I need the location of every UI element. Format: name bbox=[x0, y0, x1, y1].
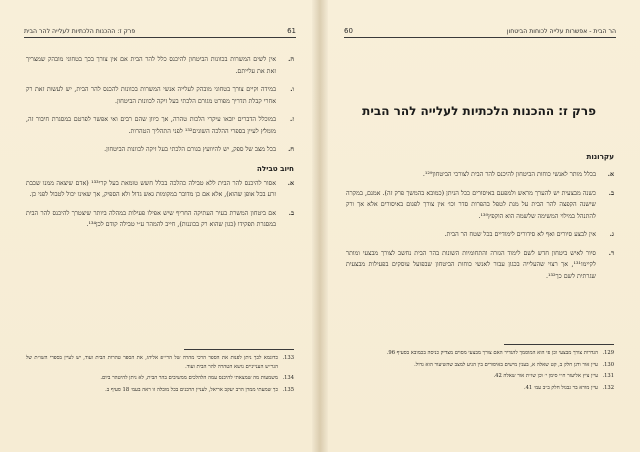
footnote-text: כך שמעתי ממרן הרב יעקב אריאל, לעניין הרבנים בכל מובלה זו ראה בעמ׳ 18 סעיף ב. bbox=[105, 386, 278, 393]
footnote-number: 134. bbox=[282, 375, 294, 382]
item-letter: ח. bbox=[288, 146, 294, 153]
footnote-rule bbox=[184, 349, 294, 350]
item-letter: ב. bbox=[608, 189, 614, 197]
footnote bbox=[26, 374, 294, 383]
footnote-text: עיין ציץ אליעזר ח״י סימן י׳ וכן שו״ת אור שאלה 42. bbox=[493, 373, 598, 380]
right-footnotes bbox=[346, 349, 614, 395]
item-text: כשנה מבצעית יש להערך מראש ולמפעם באיסורים ככל הניתן (כמובא בהמשך פרק זה). אמנם, במקרה שישנה הקפצה להר הבית על מנת לטפל בהפרות סדר וכו׳ אין צורך לפגום באיסורים אלא אך ורק להתנהל במילוי המשימה שלשמה הוא הוקפץ¹³⁰. bbox=[346, 189, 596, 220]
chapter-title: פרק ז: ההכנות הלכתיות לעלייה להר הבית bbox=[362, 104, 596, 118]
list-item bbox=[26, 208, 294, 231]
item-letter: ג. bbox=[609, 231, 614, 238]
right-page-header bbox=[344, 22, 616, 38]
item-text: אם ביטחון המשרת בעיר העתיקה החריף שיש אפילו פעילות במהלה ביותר שיצטרך להיכנס להר הבית במסגרת תפקידו (כגון שהוא רק בכוננות), חייב להמהר ע״י טבילה קודם לכן¹³⁴. bbox=[26, 209, 276, 228]
footnote bbox=[346, 349, 614, 358]
footnote bbox=[346, 361, 614, 370]
left-page-number: 61 bbox=[287, 27, 296, 35]
list-item bbox=[26, 54, 294, 77]
list-item bbox=[346, 248, 614, 283]
footnote bbox=[26, 354, 294, 371]
item-letter: ב. bbox=[288, 209, 294, 217]
footnote-text: הגדרות צורך מבצעי וכן פי הוא המוסמך להגדיר האם צורך מבצעי מסוים מצדיק כניסה בכמובא בסעיף 96. bbox=[386, 350, 598, 356]
item-letter: א. bbox=[607, 171, 614, 178]
item-text: במוכלל הדברים יובאו עיקרי הלכות טהרה, אך כיוון שהם רבים ואי אפשר לפרטם במסגרת חיבור זה, מומלץ לעיין בספרי ההלכה השונים¹³² לפני התהליך הטהרות. bbox=[26, 116, 276, 135]
footnote-number: 131. bbox=[602, 373, 614, 380]
item-letter: ה. bbox=[288, 56, 294, 63]
footnote-text: כדוגמא לכך ניתן לפנות את הספר הרכי מהרה של הרי״פ אליהו, את הספר טהרות הבית ועוד, יש לעיין בספרי השו״ת של הגר״ש הענייניים נושא הטהרה להר הבית ועוד. bbox=[26, 355, 278, 370]
list-item bbox=[346, 188, 614, 223]
item-text: בכלל מותר לאנשי כוחות הביטחון להיכנס להר הבית לצורכי הביטחון¹²⁹. bbox=[422, 171, 596, 178]
footnote-rule bbox=[504, 344, 614, 345]
section-title: עקרונות bbox=[586, 152, 614, 161]
footnote-text: משמעות מה שמצאתי להיכנס עמה הלהלכים ממשיבים בהר הבית, לא ניתן להיטהר ביום. bbox=[100, 375, 278, 382]
item-text: במידה וקיים צורך בטחוני מובהק לעלייה אנשי המשרות בכוונות להכנס להר הבית, יש לעשות זאת רק אחרי קבלת תדריך מפורט מגורם הלכתי בעל זיקה לכוונות הביטחון. bbox=[26, 86, 276, 105]
right-running-head: הר הבית - אפשרות עלייה לכוחות הביטחון bbox=[506, 28, 616, 35]
footnote-number: 130. bbox=[602, 361, 614, 368]
left-page-header bbox=[24, 22, 296, 38]
item-text: אסור להיכנס להר הבית ללא טבילה כהלכה בכלל חשש טומאת בעל קרי¹³³ (אדם שיצאה ממנו שכבת זרע בכל אופן שהוא), אלא אם כן מדובר במקומות גאש גדול ולא הספיק, אך שאינו יכול לטבול לפני כן. bbox=[26, 179, 276, 198]
item-letter: ד. bbox=[608, 249, 614, 257]
item-text: אין לשים המשרות בכוונות הביטחון להיכנס כלל להר הבית אם אין צורך בכך בטחוני מובהק שמצריך זאת את עלייתם. bbox=[26, 56, 276, 75]
list-item bbox=[26, 114, 294, 137]
section-title: חיוב טבילה bbox=[256, 163, 294, 173]
footnote-text: עיין מורא בר גבגול חלק ב״ב עמ׳ 41. bbox=[523, 384, 598, 391]
right-page bbox=[320, 0, 640, 452]
left-footnotes bbox=[26, 354, 294, 397]
footnote-number: 129. bbox=[602, 350, 614, 356]
item-letter: א. bbox=[287, 179, 294, 187]
footnote bbox=[346, 384, 614, 393]
footnote-number: 135. bbox=[282, 386, 294, 393]
left-body bbox=[26, 54, 294, 238]
item-text: אין לבצע סיורים ואף לא סידורים לימודיים בכל שטח הר הבית. bbox=[444, 231, 596, 238]
right-page-number: 60 bbox=[344, 27, 353, 35]
list-item bbox=[26, 178, 294, 201]
list-item bbox=[346, 169, 614, 181]
footnote bbox=[26, 386, 294, 395]
footnote-text: עיין אור ודגן חלק ב, קט שאלה א, בענין מישים באיסורים בין הגיע למצב שהשיעור הוא גדול. bbox=[414, 361, 598, 368]
list-item bbox=[346, 229, 614, 241]
list-item bbox=[26, 84, 294, 107]
right-body bbox=[346, 152, 614, 289]
item-text: סיור לאיש ביטחון חדש לשם לימוד הגזרה והתחומיות השונות בהר הבית נחשב לצורך מבצעי ומותר לקיימו¹³¹, אך רצוי שהעלייה בכגון עבור לאנשי כוחות הביטחון שבפועל עוסקים בפעילות מבצעית שגרתית לשם כך¹³². bbox=[346, 249, 596, 280]
list-item bbox=[26, 144, 294, 156]
book-gutter bbox=[312, 0, 328, 452]
footnote-number: 133. bbox=[282, 355, 294, 361]
item-letter: ו. bbox=[290, 86, 294, 93]
footnote bbox=[346, 372, 614, 381]
item-letter: ז. bbox=[290, 116, 294, 123]
footnote-number: 132. bbox=[602, 384, 614, 391]
item-text: בכל מצב של ספק, יש להיוועץ בגורם הלכתי בעל זיקה לכוונות הביטחון. bbox=[104, 146, 276, 153]
left-running-head: פרק ז: ההכנות הלכתיות לעלייה להר הבית bbox=[24, 28, 136, 35]
